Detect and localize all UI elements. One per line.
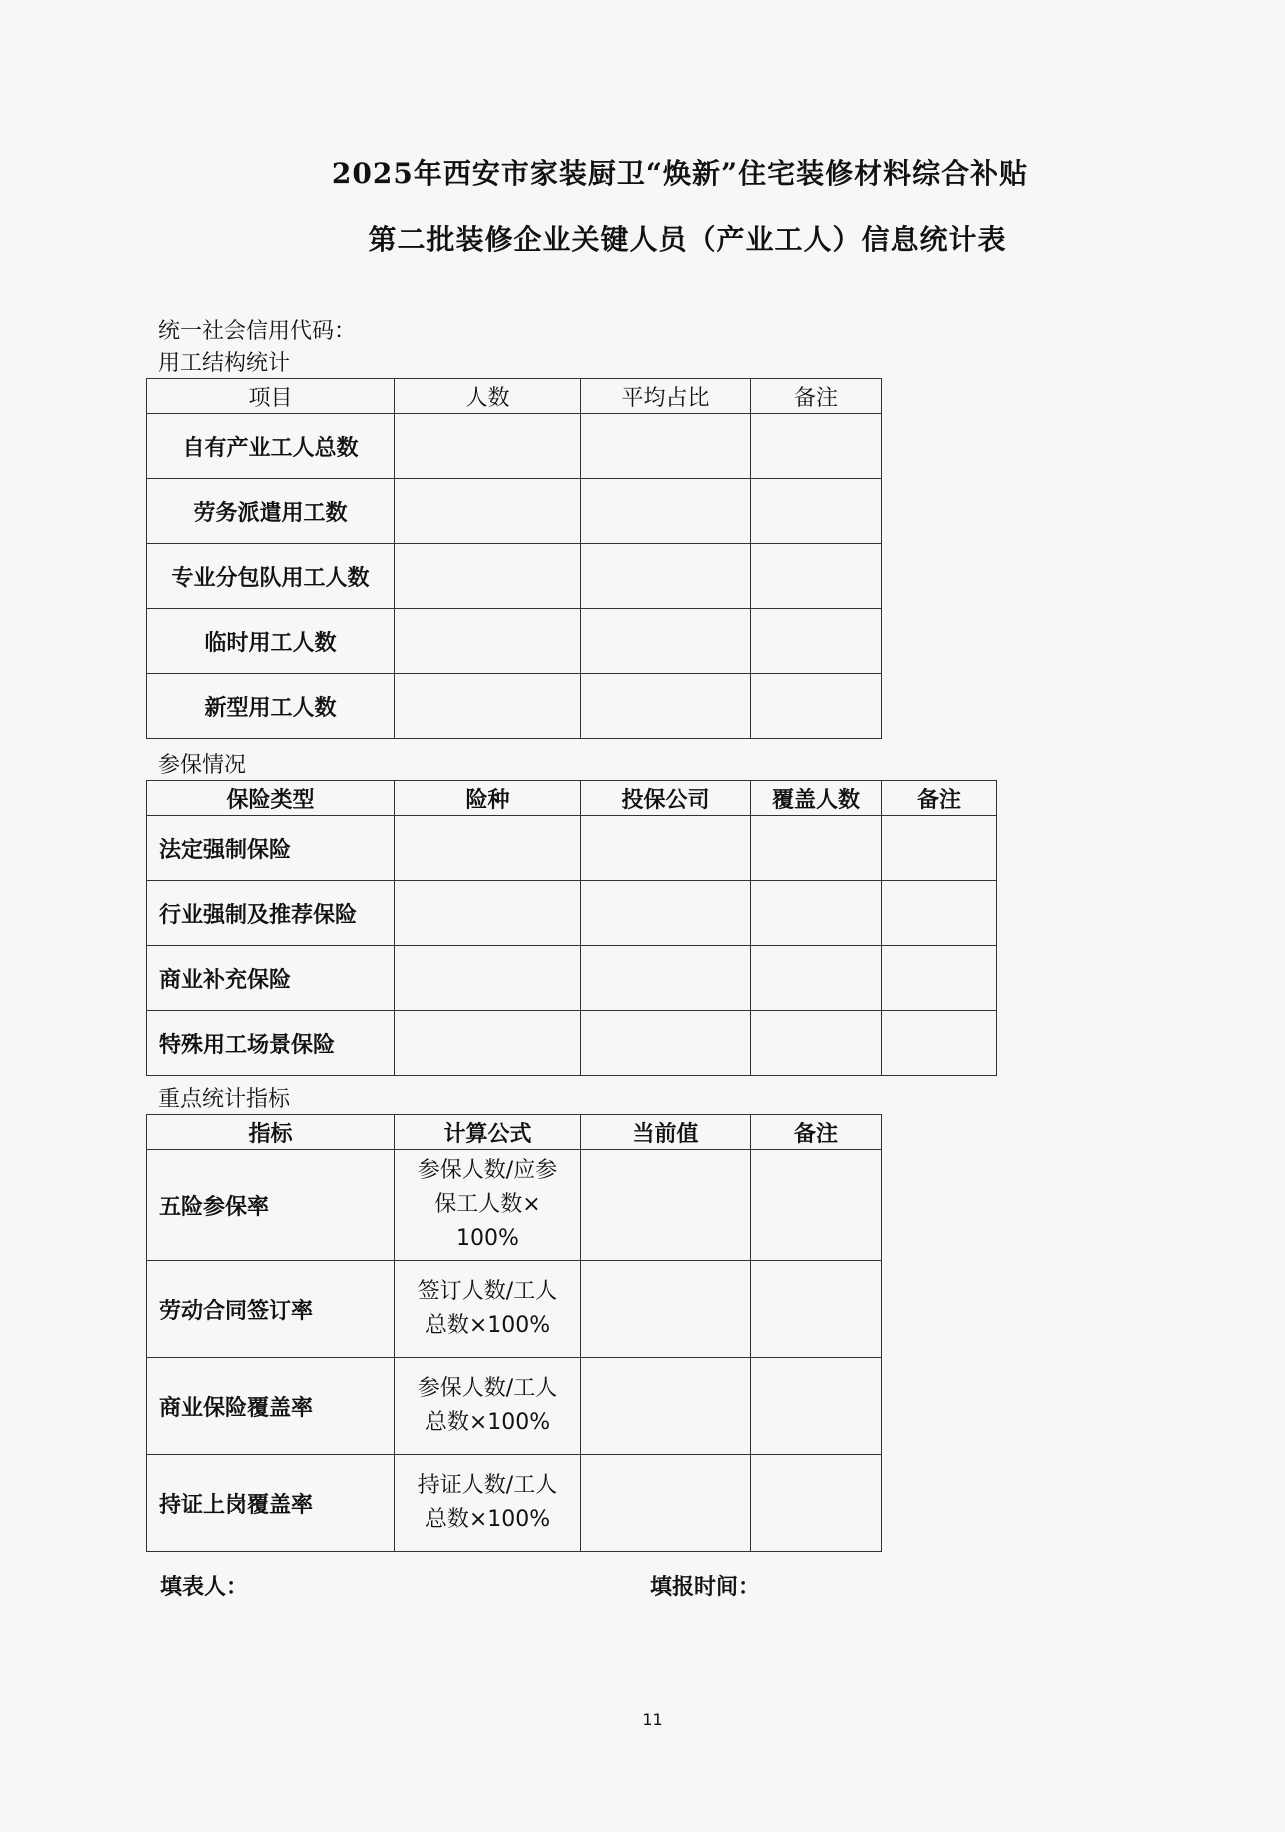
table-header-row bbox=[147, 781, 997, 816]
formula-line: 签订人数/工人 bbox=[417, 1279, 558, 1304]
section-heading-employment: 用工结构统计 bbox=[158, 351, 291, 376]
remark-cell[interactable] bbox=[751, 609, 882, 674]
table-row bbox=[147, 1261, 882, 1358]
column-header: 覆盖人数 bbox=[751, 781, 882, 816]
covered-count-cell[interactable] bbox=[751, 816, 882, 881]
ratio-cell[interactable] bbox=[581, 479, 751, 544]
insurer-cell[interactable] bbox=[581, 1011, 751, 1076]
table-row bbox=[147, 816, 997, 881]
insurance-kind-cell[interactable] bbox=[395, 881, 581, 946]
remark-cell[interactable] bbox=[882, 881, 997, 946]
current-value-cell[interactable] bbox=[581, 1261, 751, 1358]
column-header: 备注 bbox=[751, 379, 882, 414]
row-label: 劳务派遣用工数 bbox=[147, 479, 395, 544]
formula-cell bbox=[395, 1455, 581, 1552]
covered-count-cell[interactable] bbox=[751, 881, 882, 946]
ratio-cell[interactable] bbox=[581, 674, 751, 739]
table-row bbox=[147, 674, 882, 739]
table-row bbox=[147, 1011, 997, 1076]
remark-cell[interactable] bbox=[882, 946, 997, 1011]
ratio-cell[interactable] bbox=[581, 414, 751, 479]
row-label: 行业强制及推荐保险 bbox=[147, 881, 395, 946]
insurance-kind-cell[interactable] bbox=[395, 1011, 581, 1076]
column-header: 项目 bbox=[147, 379, 395, 414]
formula-line: 参保人数/应参 bbox=[417, 1158, 558, 1183]
count-cell[interactable] bbox=[395, 544, 581, 609]
column-header: 险种 bbox=[395, 781, 581, 816]
column-header: 备注 bbox=[882, 781, 997, 816]
column-header: 保险类型 bbox=[147, 781, 395, 816]
ratio-cell[interactable] bbox=[581, 609, 751, 674]
column-header: 投保公司 bbox=[581, 781, 751, 816]
table-row bbox=[147, 946, 997, 1011]
formula-line: 持证人数/工人 bbox=[417, 1473, 558, 1498]
row-label: 商业保险覆盖率 bbox=[147, 1358, 395, 1455]
row-label: 劳动合同签订率 bbox=[147, 1261, 395, 1358]
row-label: 持证上岗覆盖率 bbox=[147, 1455, 395, 1552]
table-row bbox=[147, 881, 997, 946]
formula-line: 100% bbox=[456, 1226, 519, 1251]
row-label: 新型用工人数 bbox=[147, 674, 395, 739]
table-row bbox=[147, 1455, 882, 1552]
table-row bbox=[147, 1150, 882, 1261]
current-value-cell[interactable] bbox=[581, 1358, 751, 1455]
row-label: 自有产业工人总数 bbox=[147, 414, 395, 479]
document-title-line-2: 第二批装修企业关键人员（产业工人）信息统计表 bbox=[368, 223, 1007, 256]
count-cell[interactable] bbox=[395, 414, 581, 479]
column-header: 备注 bbox=[751, 1115, 882, 1150]
count-cell[interactable] bbox=[395, 674, 581, 739]
document-title-line-1: 2025年西安市家装厨卫“焕新”住宅装修材料综合补贴 bbox=[331, 157, 1029, 190]
column-header: 计算公式 bbox=[395, 1115, 581, 1150]
row-label: 临时用工人数 bbox=[147, 609, 395, 674]
formula-line: 参保人数/工人 bbox=[417, 1376, 558, 1401]
covered-count-cell[interactable] bbox=[751, 946, 882, 1011]
insurance-kind-cell[interactable] bbox=[395, 946, 581, 1011]
remark-cell[interactable] bbox=[882, 816, 997, 881]
insurer-cell[interactable] bbox=[581, 816, 751, 881]
remark-cell[interactable] bbox=[751, 674, 882, 739]
remark-cell[interactable] bbox=[751, 1261, 882, 1358]
credit-code-label: 统一社会信用代码： bbox=[158, 319, 357, 344]
insurance-table bbox=[146, 780, 997, 1076]
row-label: 专业分包队用工人数 bbox=[147, 544, 395, 609]
ratio-cell[interactable] bbox=[581, 544, 751, 609]
insurer-cell[interactable] bbox=[581, 946, 751, 1011]
column-header: 人数 bbox=[395, 379, 581, 414]
table-row bbox=[147, 1358, 882, 1455]
key-indicators-table bbox=[146, 1114, 882, 1552]
remark-cell[interactable] bbox=[751, 1455, 882, 1552]
remark-cell[interactable] bbox=[751, 1358, 882, 1455]
count-cell[interactable] bbox=[395, 479, 581, 544]
table-row bbox=[147, 609, 882, 674]
formula-line: 总数×100% bbox=[424, 1410, 551, 1435]
page-number: 11 bbox=[642, 1710, 663, 1729]
section-heading-key-indicators: 重点统计指标 bbox=[158, 1087, 291, 1112]
table-row bbox=[147, 479, 882, 544]
remark-cell[interactable] bbox=[751, 1150, 882, 1261]
covered-count-cell[interactable] bbox=[751, 1011, 882, 1076]
table-header-row bbox=[147, 379, 882, 414]
remark-cell[interactable] bbox=[751, 544, 882, 609]
formula-line: 总数×100% bbox=[424, 1313, 551, 1338]
section-heading-insurance: 参保情况 bbox=[158, 753, 247, 778]
remark-cell[interactable] bbox=[882, 1011, 997, 1076]
filler-label: 填表人： bbox=[160, 1575, 249, 1600]
count-cell[interactable] bbox=[395, 609, 581, 674]
formula-cell bbox=[395, 1358, 581, 1455]
formula-cell bbox=[395, 1261, 581, 1358]
table-row bbox=[147, 414, 882, 479]
row-label: 特殊用工场景保险 bbox=[147, 1011, 395, 1076]
table-row bbox=[147, 544, 882, 609]
current-value-cell[interactable] bbox=[581, 1455, 751, 1552]
column-header: 当前值 bbox=[581, 1115, 751, 1150]
employment-structure-table bbox=[146, 378, 882, 739]
table-header-row bbox=[147, 1115, 882, 1150]
insurer-cell[interactable] bbox=[581, 881, 751, 946]
remark-cell[interactable] bbox=[751, 479, 882, 544]
remark-cell[interactable] bbox=[751, 414, 882, 479]
row-label: 法定强制保险 bbox=[147, 816, 395, 881]
column-header: 指标 bbox=[147, 1115, 395, 1150]
formula-line: 总数×100% bbox=[424, 1507, 551, 1532]
date-label: 填报时间： bbox=[650, 1575, 761, 1600]
formula-cell bbox=[395, 1150, 581, 1261]
insurance-kind-cell[interactable] bbox=[395, 816, 581, 881]
column-header: 平均占比 bbox=[581, 379, 751, 414]
row-label: 商业补充保险 bbox=[147, 946, 395, 1011]
row-label: 五险参保率 bbox=[147, 1150, 395, 1261]
formula-line: 保工人数× bbox=[434, 1192, 541, 1217]
current-value-cell[interactable] bbox=[581, 1150, 751, 1261]
